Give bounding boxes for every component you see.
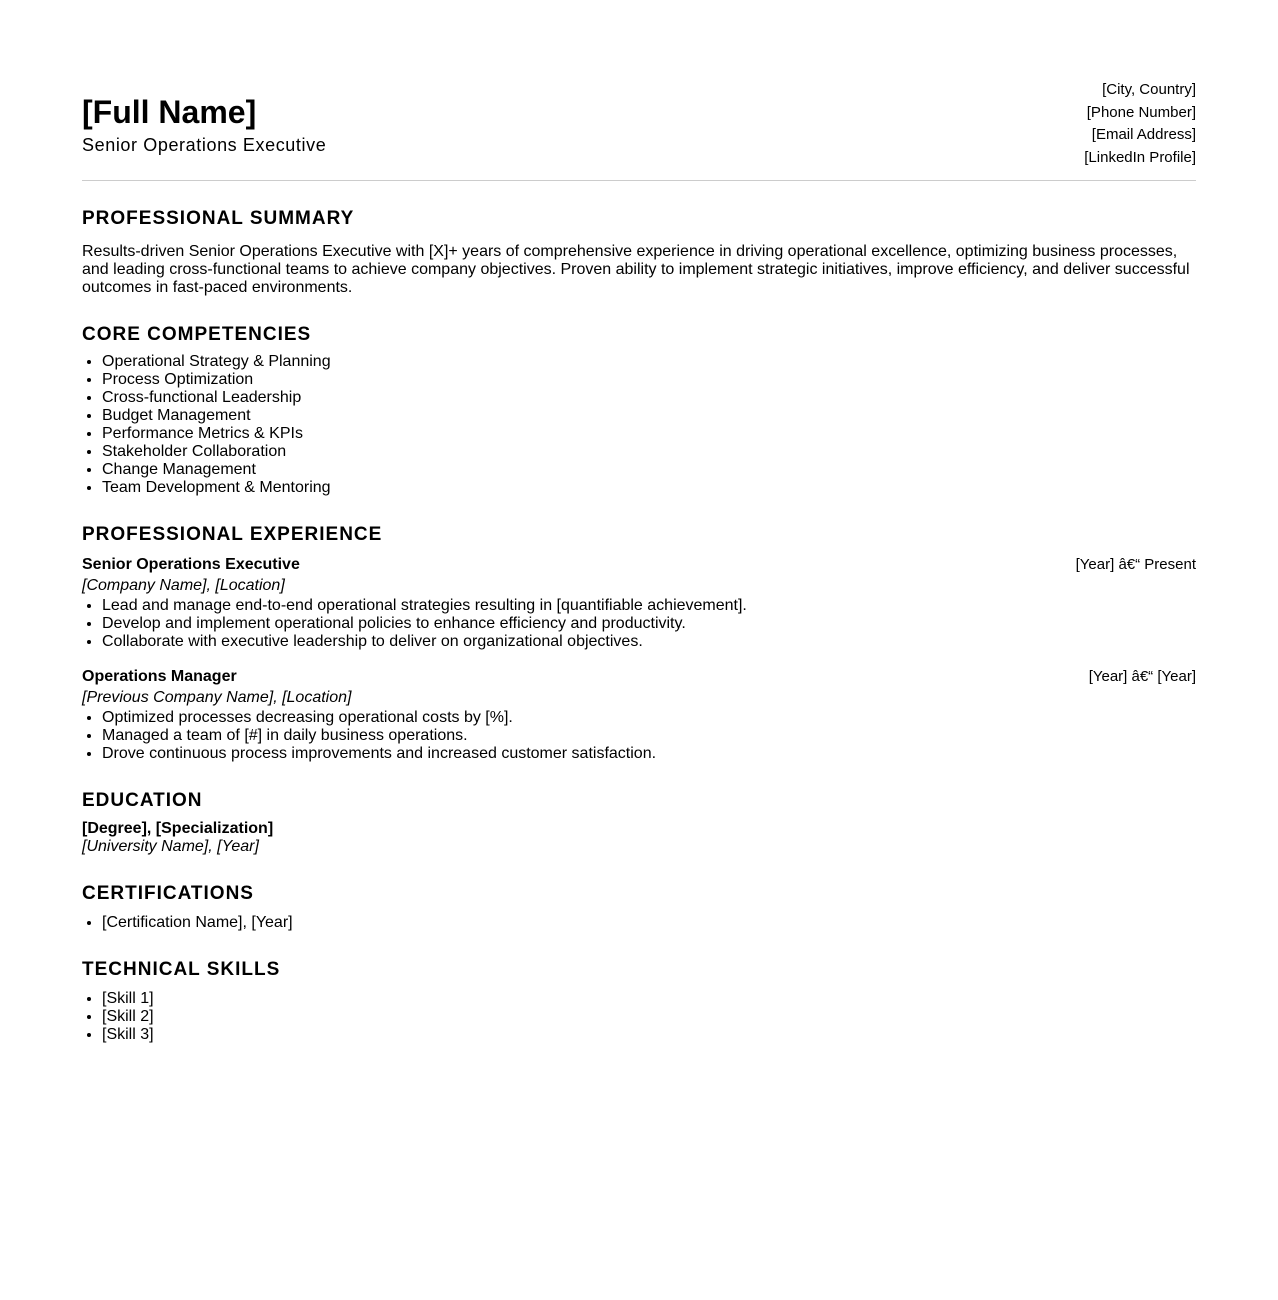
section-heading: CORE COMPETENCIES [82, 324, 312, 345]
skills-list [82, 990, 1196, 1044]
list-item: • Stakeholder Collaboration [102, 443, 1196, 461]
certifications-list [82, 914, 1196, 932]
list-item: • Collaborate with executive leadership to deliver on organizational objectives. [102, 633, 1196, 651]
list-item: • Team Development & Mentoring [102, 479, 1196, 497]
job-entry [82, 555, 1196, 651]
job-bullets [82, 709, 1196, 763]
section-heading: TECHNICAL SKILLS [82, 959, 281, 980]
list-item: • Change Management [102, 461, 1196, 479]
list-item: • Develop and implement operational policies to enhance efficiency and productivity. [102, 615, 1196, 633]
section-technical-skills [82, 958, 1196, 1044]
list-item: • [Certification Name], [Year] [102, 914, 1196, 932]
contact-email: [Email Address] [1091, 126, 1196, 143]
list-item: • Process Optimization [102, 371, 1196, 389]
list-item: • Performance Metrics & KPIs [102, 425, 1196, 443]
list-item: • [Skill 2] [102, 1008, 1196, 1026]
job-title-headline: Senior Operations Executive [82, 135, 327, 155]
job-title: Senior Operations Executive [82, 556, 300, 573]
job-dates: [Year] â€“ Present [1075, 556, 1196, 573]
section-professional-summary [82, 207, 1196, 297]
section-heading: PROFESSIONAL SUMMARY [82, 208, 355, 229]
contact-phone: [Phone Number] [1086, 103, 1196, 121]
list-item: • [Skill 1] [102, 990, 1196, 1008]
list-item: • [Skill 3] [102, 1026, 1196, 1044]
list-item: • Optimized processes decreasing operational costs by [%]. [102, 709, 1196, 727]
job-header [82, 555, 1196, 575]
section-heading: PROFESSIONAL EXPERIENCE [82, 524, 383, 545]
job-bullets [82, 597, 1196, 651]
contact-location: [City, Country] [1102, 81, 1196, 98]
job-company: [Previous Company Name], [Location] [82, 689, 352, 706]
section-education [82, 789, 1196, 856]
section-professional-experience [82, 523, 1196, 763]
list-item: • Budget Management [102, 407, 1196, 425]
education-school: [University Name], [Year] [82, 838, 259, 855]
contact-info [1084, 79, 1196, 169]
section-heading: EDUCATION [82, 790, 203, 811]
list-item: • Operational Strategy & Planning [102, 353, 1196, 371]
job-entry [82, 667, 1196, 763]
resume-page [82, 80, 1196, 1044]
job-header [82, 667, 1196, 687]
competencies-list [82, 353, 1196, 497]
list-item: • Managed a team of [#] in daily business operations. [102, 727, 1196, 745]
section-heading: CERTIFICATIONS [82, 883, 254, 904]
name-block [82, 80, 326, 156]
education-degree: [Degree], [Specialization] [82, 820, 274, 837]
list-item: • Drove continuous process improvements and increased customer satisfaction. [102, 745, 1196, 763]
full-name: [Full Name] [82, 94, 257, 130]
section-certifications [82, 882, 1196, 932]
section-core-competencies [82, 323, 1196, 497]
summary-text: Results-driven Senior Operations Executive with [X]+ years of comprehensive experience in driving operational excellence, optimizing business processes, and leading cross-functional teams to achieve company objectives. Proven ability to implement strategic initiatives, improve efficiency, and deliver successful outcomes in fast-paced environments. [82, 243, 1190, 296]
list-item: • Cross-functional Leadership [102, 389, 1196, 407]
resume-header [82, 80, 1196, 181]
job-title: Operations Manager [82, 668, 237, 685]
contact-linkedin: [LinkedIn Profile] [1084, 148, 1196, 166]
list-item: • Lead and manage end-to-end operational strategies resulting in [quantifiable achievement]. [102, 597, 1196, 615]
job-company: [Company Name], [Location] [82, 577, 285, 594]
job-dates: [Year] â€“ [Year] [1088, 668, 1196, 685]
